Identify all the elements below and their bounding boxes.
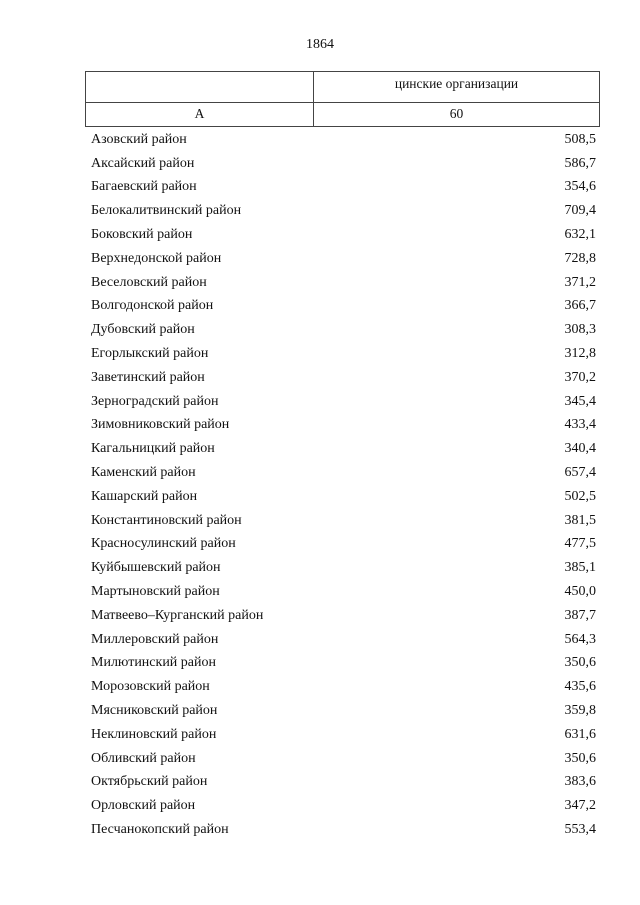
district-value: 709,4 [564, 203, 596, 219]
district-value: 354,6 [564, 179, 596, 195]
table-row [91, 771, 596, 795]
district-rows [91, 128, 596, 842]
table-row [91, 271, 596, 295]
table-row [91, 747, 596, 771]
header-cell-column-a-number: А [86, 102, 314, 126]
district-value: 347,2 [564, 798, 596, 814]
district-name: Белокалитвинский район [91, 203, 242, 219]
table-header [85, 71, 600, 127]
district-name: Песчанокопский район [91, 822, 229, 837]
district-value: 381,5 [564, 512, 596, 528]
district-value: 477,5 [564, 536, 596, 552]
district-name: Зерноградский район [91, 393, 219, 409]
district-value: 553,4 [564, 822, 596, 837]
table-row [91, 794, 596, 818]
district-name: Верхнедонской район [91, 250, 222, 266]
district-value: 450,0 [564, 584, 596, 600]
district-name: Красносулинский район [91, 536, 236, 552]
table-row [91, 128, 596, 152]
district-value: 350,6 [564, 655, 596, 671]
table-row [91, 295, 596, 319]
table-row [91, 485, 596, 509]
table-row [91, 580, 596, 604]
district-name: Куйбышевский район [91, 560, 221, 576]
table-row [91, 247, 596, 271]
table-row [91, 199, 596, 223]
district-value: 340,4 [564, 441, 596, 457]
table-row [91, 390, 596, 414]
district-name: Константиновский район [91, 512, 242, 528]
district-value: 387,7 [564, 607, 596, 623]
district-value: 435,6 [564, 679, 596, 695]
district-name: Зимовниковский район [91, 417, 230, 433]
district-name: Неклиновский район [91, 726, 217, 742]
district-name: Азовский район [91, 131, 187, 147]
table-row [91, 437, 596, 461]
district-value: 632,1 [564, 227, 596, 243]
district-value: 728,8 [564, 250, 596, 266]
district-name: Матвеево–Курганский район [91, 607, 264, 623]
district-name: Аксайский район [91, 155, 195, 171]
table-row [91, 699, 596, 723]
district-name: Егорлыкский район [91, 346, 209, 362]
district-name: Обливский район [91, 750, 196, 766]
header-cell-organizations: цинские организации [314, 72, 600, 103]
district-name: Миллеровский район [91, 631, 219, 647]
table-row [91, 675, 596, 699]
district-value: 383,6 [564, 774, 596, 790]
header-cell-column-a-top [86, 72, 314, 103]
district-value: 433,4 [564, 417, 596, 433]
table-row [91, 533, 596, 557]
district-value: 359,8 [564, 703, 596, 719]
district-name: Заветинский район [91, 369, 205, 385]
table-row [91, 318, 596, 342]
table-row [91, 414, 596, 438]
district-name: Октябрьский район [91, 774, 208, 790]
table-row [91, 628, 596, 652]
district-name: Орловский район [91, 798, 196, 814]
table-row [91, 652, 596, 676]
page-number: 1864 [306, 37, 334, 52]
district-value: 312,8 [564, 346, 596, 362]
district-value: 371,2 [564, 274, 596, 290]
district-value: 345,4 [564, 393, 596, 409]
district-name: Багаевский район [91, 179, 197, 195]
district-value: 308,3 [564, 322, 596, 338]
district-value: 385,1 [564, 560, 596, 576]
district-name: Волгодонской район [91, 298, 214, 314]
header-cell-column-60-number: 60 [314, 102, 600, 126]
district-name: Каменский район [91, 465, 196, 481]
table-row [91, 176, 596, 200]
table-row [91, 818, 596, 842]
district-name: Морозовский район [91, 679, 210, 695]
table-row [91, 152, 596, 176]
district-name: Боковский район [91, 227, 193, 243]
table-row [91, 461, 596, 485]
table-row [91, 342, 596, 366]
district-value: 502,5 [564, 488, 596, 504]
district-name: Веселовский район [91, 274, 207, 290]
district-name: Мартыновский район [91, 584, 220, 600]
district-value: 366,7 [564, 298, 596, 314]
district-value: 564,3 [564, 631, 596, 647]
table-row [91, 223, 596, 247]
table-row [91, 556, 596, 580]
table-row [91, 723, 596, 747]
district-name: Милютинский район [91, 655, 217, 671]
district-value: 370,2 [564, 369, 596, 385]
district-value: 657,4 [564, 465, 596, 481]
district-name: Дубовский район [91, 322, 195, 338]
district-value: 586,7 [564, 155, 596, 171]
district-name: Кашарский район [91, 488, 198, 504]
district-value: 508,5 [564, 131, 596, 147]
district-value: 350,6 [564, 750, 596, 766]
district-name: Мясниковский район [91, 703, 218, 719]
district-name: Кагальницкий район [91, 441, 215, 457]
table-row [91, 604, 596, 628]
district-value: 631,6 [564, 726, 596, 742]
table-row [91, 509, 596, 533]
table-row [91, 366, 596, 390]
